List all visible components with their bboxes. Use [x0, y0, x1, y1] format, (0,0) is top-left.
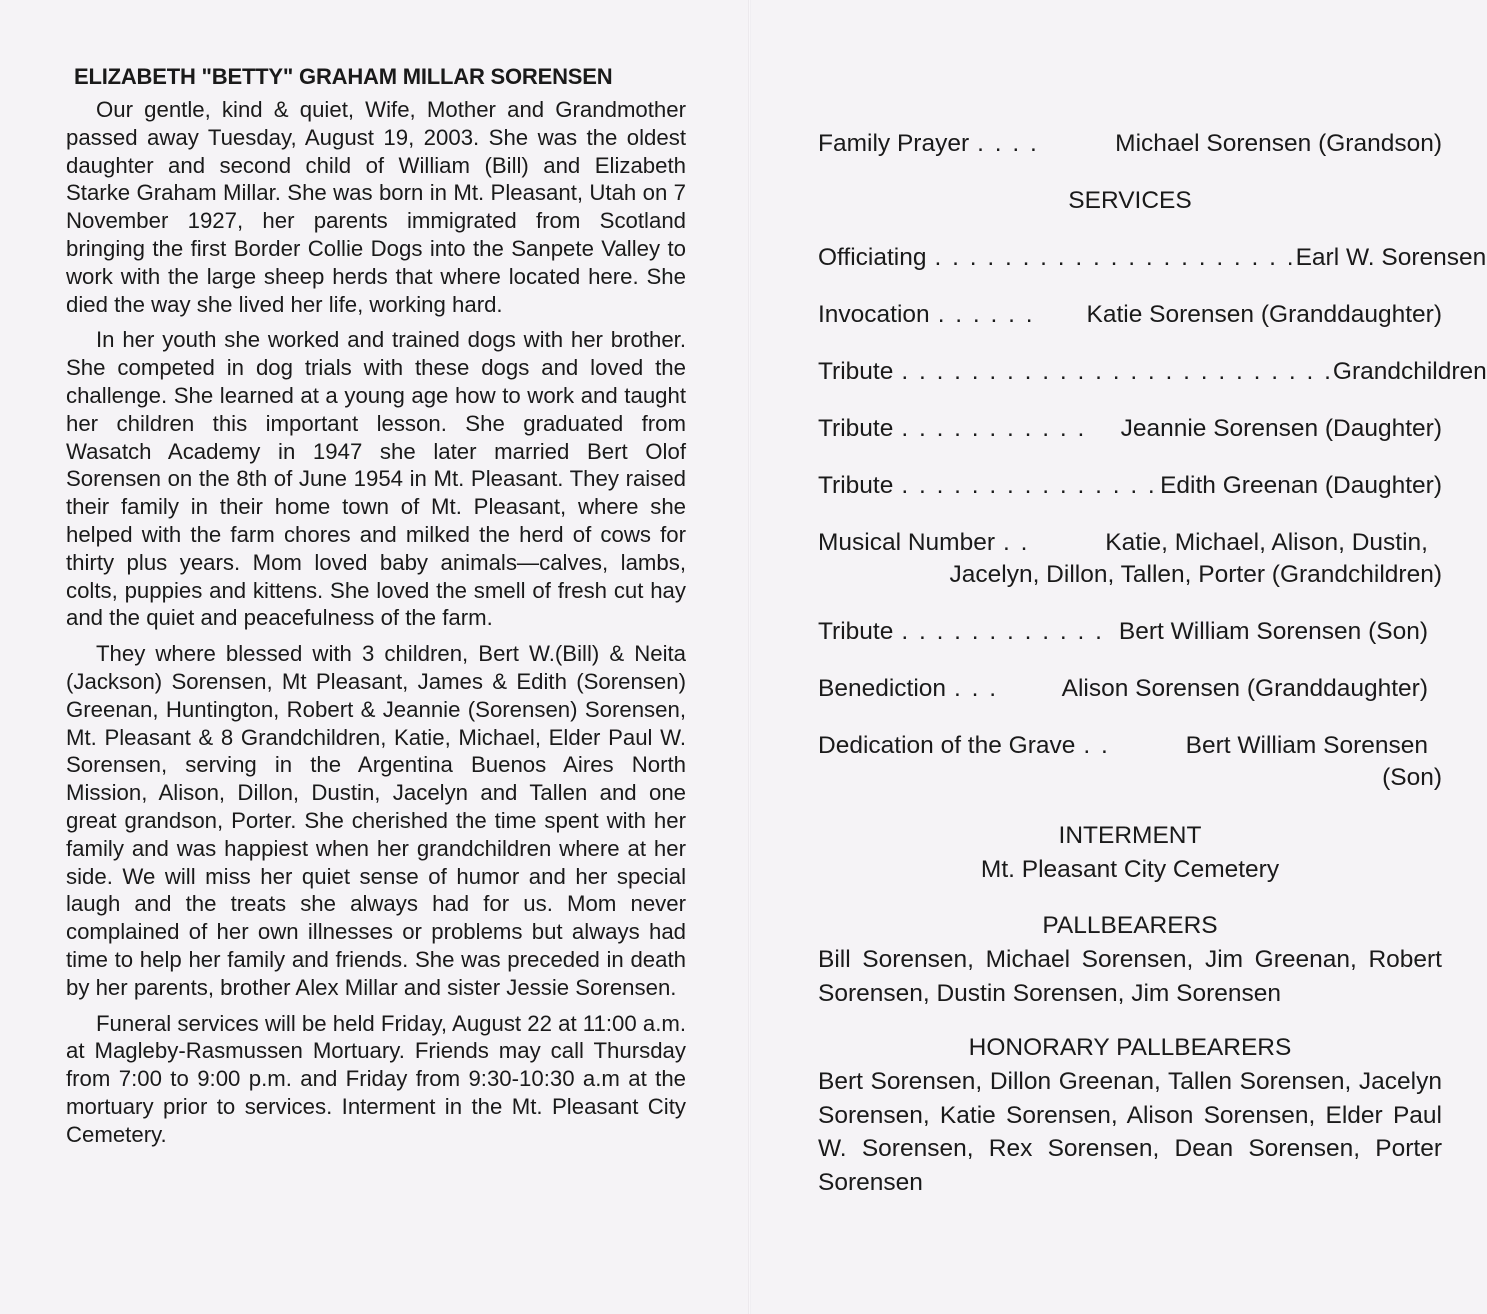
- obituary-title: ELIZABETH "BETTY" GRAHAM MILLAR SORENSEN: [74, 64, 613, 89]
- dot-leader: . . . . . . . . . . . .: [901, 618, 1104, 645]
- program-role: Tribute: [818, 415, 894, 442]
- obituary-paragraph: In her youth she worked and trained dogs with her brother. She competed in dog trials with these dogs and loved the challenge. She learned at a young age how to work and taught her children this important lesson. She graduated from Wasatch Academy in 1947 she later married Bert Olof Sorensen on the 8th of June 1954 in Mt. Pleasant. They raised their family in their home town of Mt. Pleasant, where she helped with the farm chores and milked the herd of cows for thirty plus years. Mom loved baby animals—calves, lambs, colts, puppies and kittens. She loved the smell of fresh cut hay and the quiet and peacefulness of the farm.: [66, 327, 686, 631]
- program-name: Grandchildren: [1332, 358, 1487, 385]
- program-name: Bert William Sorensen: [1185, 732, 1428, 759]
- obituary-paragraph: Our gentle, kind & quiet, Wife, Mother and Grandmother passed away Tuesday, August 19, 2003. She was the oldest daughter and second child of William (Bill) and Elizabeth Starke Graham Millar. She was born in Mt. Pleasant, Utah on 7 November 1927, her parents immigrated from Scotland bringing the first Border Collie Dogs into the Sanpete Valley to work with the large sheep herds that where located here. She died the way she lived her life, working hard.: [66, 97, 686, 317]
- program-role: Family Prayer: [818, 130, 970, 157]
- dot-leader: . . . .: [977, 130, 1039, 157]
- program-name: Earl W. Sorensen: [1295, 244, 1487, 271]
- program-name: Katie Sorensen (Granddaughter): [1086, 301, 1442, 328]
- dot-leader: . . . . . . . . . . . . . . . . . . . . .: [934, 244, 1296, 271]
- program-role: Officiating: [818, 244, 927, 271]
- program-item: [818, 299, 1442, 331]
- program-continuation: Jacelyn, Dillon, Tallen, Porter (Grandchildren): [949, 561, 1442, 588]
- dot-leader: . .: [1003, 529, 1030, 556]
- dot-leader: . . . . . . . . . . .: [901, 415, 1087, 442]
- obituary-paragraph: Funeral services will be held Friday, August 22 at 11:00 a.m. at Magleby-Rasmussen Mortuary. Friends may call Thursday from 7:00 to 9:00 p.m. and Friday from 9:30-10:30 a.m at the mortuary prior to services. Interment in the Mt. Pleasant City Cemetery.: [66, 1010, 686, 1147]
- dot-leader: . . . . . .: [937, 301, 1035, 328]
- program-continuation: (Son): [1382, 764, 1442, 791]
- program-name: Jeannie Sorensen (Daughter): [1120, 415, 1442, 442]
- program-column: [818, 128, 1487, 1199]
- program-name: Bert William Sorensen (Son): [1118, 618, 1428, 645]
- family-prayer-line: [818, 128, 1442, 160]
- honorary-pallbearers-list: Bert Sorensen, Dillon Greenan, Tallen Sorensen, Jacelyn Sorensen, Katie Sorensen, Alison Sorensen, Elder Paul W. Sorensen, Rex Sorensen, Dean Sorensen, Porter Sorensen: [818, 1068, 1442, 1196]
- dot-leader: . .: [1083, 732, 1110, 759]
- program-role: Tribute: [818, 618, 894, 645]
- dot-leader: . . . . . . . . . . . . . . . . . . . . . . . . .: [901, 358, 1333, 385]
- program-role: Tribute: [818, 472, 894, 499]
- services-heading: SERVICES: [1068, 187, 1192, 214]
- interment-heading: INTERMENT: [1058, 822, 1202, 849]
- dot-leader: . . .: [954, 675, 999, 702]
- program-item: [818, 470, 1442, 502]
- program-role: Invocation: [818, 301, 930, 328]
- program-item: [818, 242, 1487, 274]
- program-role: Tribute: [818, 358, 894, 385]
- pallbearers-heading: PALLBEARERS: [1042, 912, 1218, 939]
- honorary-pallbearers-heading: HONORARY PALLBEARERS: [968, 1034, 1292, 1061]
- program-name: Michael Sorensen (Grandson): [1115, 130, 1442, 157]
- program-item: [818, 616, 1428, 648]
- obituary-paragraph: They where blessed with 3 children, Bert W.(Bill) & Neita (Jackson) Sorensen, Mt Pleasant, James & Edith (Sorensen) Greenan, Huntington, Robert & Jeannie (Sorensen) Sorensen, Mt. Pleasant & 8 Grandchildren, Katie, Michael, Elder Paul W. Sorensen, serving in the Argentina Buenos Aires North Mission, Alison, Dillon, Dustin, Jacelyn and Tallen and one great grandson, Porter. She cherished the time spent with her family and was happiest when her grandchildren where at her side. We will miss her quiet sense of humor and her special laugh and the treats she always had for us. Mom never complained of her own illnesses or problems but always had time to help her family and friends. She was preceded in death by her parents, brother Alex Millar and sister Jessie Sorensen.: [66, 641, 686, 1000]
- program-item: [818, 356, 1487, 388]
- dot-leader: . . . . . . . . . . . . . . .: [901, 472, 1157, 499]
- program-item: [818, 673, 1428, 705]
- program-role: Musical Number: [818, 529, 995, 556]
- program-name: Katie, Michael, Alison, Dustin,: [1105, 529, 1428, 556]
- program-item: [818, 527, 1428, 559]
- program-name: Edith Greenan (Daughter): [1160, 472, 1442, 499]
- obituary-column: [66, 64, 686, 1156]
- interment-place: Mt. Pleasant City Cemetery: [980, 856, 1280, 883]
- program-role: Benediction: [818, 675, 947, 702]
- page-fold: [748, 0, 751, 1314]
- program-role: Dedication of the Grave: [818, 732, 1076, 759]
- pallbearers-list: Bill Sorensen, Michael Sorensen, Jim Greenan, Robert Sorensen, Dustin Sorensen, Jim Sorensen: [818, 946, 1442, 1007]
- program-item: [818, 413, 1442, 445]
- program-item: [818, 730, 1428, 762]
- program-name: Alison Sorensen (Granddaughter): [1061, 675, 1428, 702]
